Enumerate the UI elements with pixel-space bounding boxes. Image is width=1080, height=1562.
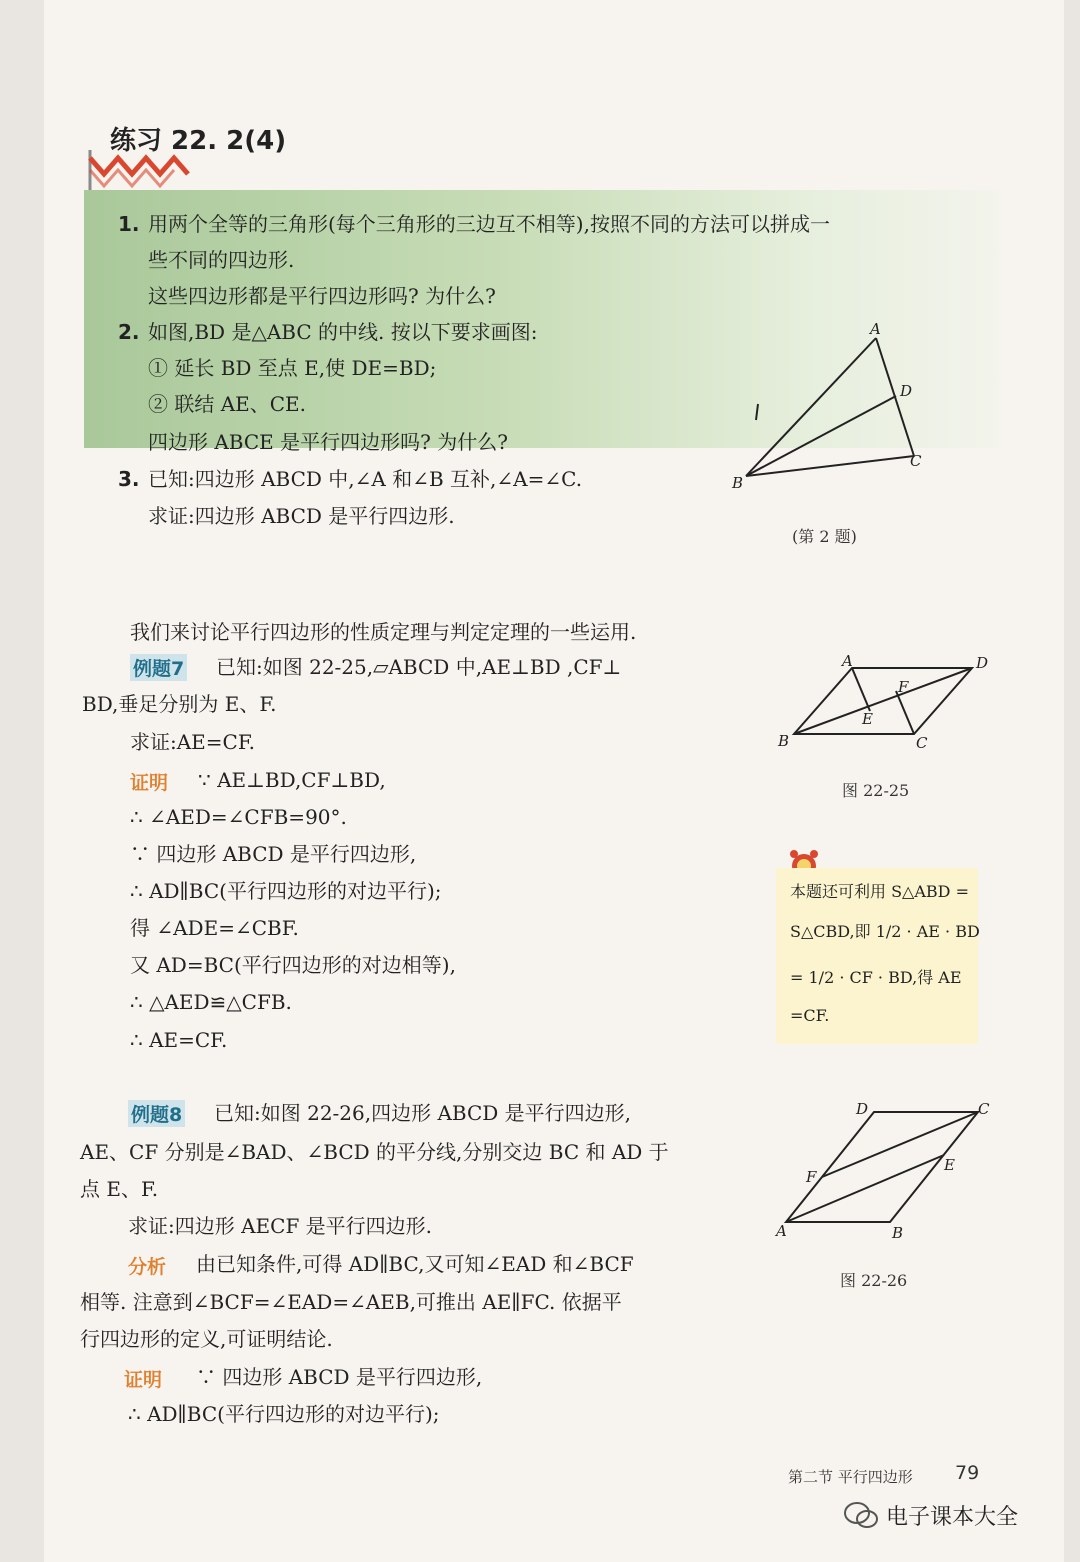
fig2226-label-a: A xyxy=(776,1222,787,1240)
example7-label: 例题7 xyxy=(130,654,187,681)
watermark-text: 电子课本大全 xyxy=(886,1505,1019,1530)
fig2226-label-b: B xyxy=(892,1224,904,1242)
page-number: 79 xyxy=(955,1462,980,1484)
example8-line1: 已知:如图 22-26,四边形 ABCD 是平行四边形, xyxy=(214,1101,632,1125)
example8-line3: 点 E、F. xyxy=(80,1177,159,1201)
q1-line1: 用两个全等的三角形(每个三角形的三边互不相等),按照不同的方法可以拼成一 xyxy=(148,212,830,236)
q2-step1: ① 延长 BD 至点 E,使 DE=BD; xyxy=(148,356,437,380)
fig2225-label-b: B xyxy=(778,732,790,750)
q2-step2: ② 联结 AE、CE. xyxy=(148,392,307,416)
example7-proof-6: 又 AD=BC(平行四边形的对边相等), xyxy=(130,953,456,977)
fig2225-label-e: E xyxy=(862,710,873,728)
q3-line2: 求证:四边形 ABCD 是平行四边形. xyxy=(148,504,455,528)
intro-text: 我们来讨论平行四边形的性质定理与判定定理的一些运用. xyxy=(130,620,637,644)
section-footer: 第二节 平行四边形 xyxy=(788,1468,913,1486)
exercise-title: 练习 22. 2(4) xyxy=(110,126,287,156)
figure-22-26 xyxy=(768,1098,998,1248)
fig2225-label-c: C xyxy=(916,734,928,752)
q2-line4: 四边形 ABCE 是平行四边形吗? 为什么? xyxy=(148,430,508,454)
fig2226-label-f: F xyxy=(806,1168,817,1186)
q2-number: 2. xyxy=(118,320,140,344)
example8-analysis-1: 由已知条件,可得 AD∥BC,又可知∠EAD 和∠BCF xyxy=(196,1252,634,1276)
example7-proof-8: ∴ AE=CF. xyxy=(130,1028,228,1052)
fig2225-caption: 图 22-25 xyxy=(842,781,910,800)
fig2226-label-c: C xyxy=(978,1100,990,1118)
example8-proof-2: ∴ AD∥BC(平行四边形的对边平行); xyxy=(128,1402,440,1426)
example8-line4: 求证:四边形 AECF 是平行四边形. xyxy=(128,1214,433,1238)
example7-proof-4: ∴ AD∥BC(平行四边形的对边平行); xyxy=(130,879,442,903)
triangle-figure xyxy=(726,318,936,498)
example7-line3: 求证:AE=CF. xyxy=(130,730,255,754)
fig2226-label-d: D xyxy=(856,1100,869,1118)
fig2225-label-f: F xyxy=(898,678,909,696)
example8-proof-label: 证明 xyxy=(124,1369,163,1391)
fig2-label-d: D xyxy=(900,382,913,400)
fig2-caption: (第 2 题) xyxy=(792,527,857,546)
example7-proof-7: ∴ △AED≌△CFB. xyxy=(130,990,292,1014)
fig2-label-c: C xyxy=(910,452,922,470)
tip-line2: S△CBD,即 1/2 · AE · BD xyxy=(790,922,980,941)
tip-line3: = 1/2 · CF · BD,得 AE xyxy=(790,968,962,987)
example7-proof-2: ∴ ∠AED=∠CFB=90°. xyxy=(130,805,347,829)
fig2225-label-d: D xyxy=(976,654,989,672)
fig2-label-b: B xyxy=(732,474,744,492)
fig2226-caption: 图 22-26 xyxy=(840,1271,908,1290)
example7-line2: BD,垂足分别为 E、F. xyxy=(82,692,277,716)
wechat-icon xyxy=(842,1498,880,1532)
example7-proof-label: 证明 xyxy=(130,772,169,794)
fig2226-label-e: E xyxy=(944,1156,955,1174)
q1-line3: 这些四边形都是平行四边形吗? 为什么? xyxy=(148,284,496,308)
q1-line2: 些不同的四边形. xyxy=(148,248,295,272)
q2-line1: 如图,BD 是△ABC 的中线. 按以下要求画图: xyxy=(148,320,538,344)
example8-analysis-2: 相等. 注意到∠BCF=∠EAD=∠AEB,可推出 AE∥FC. 依据平 xyxy=(80,1290,622,1314)
example8-label: 例题8 xyxy=(128,1100,185,1127)
figure-22-25 xyxy=(770,650,990,760)
q3-number: 3. xyxy=(118,467,140,491)
example8-analysis-3: 行四边形的定义,可证明结论. xyxy=(80,1327,333,1351)
example7-proof-1: ∵ AE⊥BD,CF⊥BD, xyxy=(198,768,386,792)
q3-line1: 已知:四边形 ABCD 中,∠A 和∠B 互补,∠A=∠C. xyxy=(148,467,583,491)
fig2-label-a: A xyxy=(870,320,881,338)
example7-proof-3: ∵ 四边形 ABCD 是平行四边形, xyxy=(130,842,417,866)
example7-line1: 已知:如图 22-25,▱ABCD 中,AE⊥BD ,CF⊥ xyxy=(216,655,622,679)
example8-proof-1: ∵ 四边形 ABCD 是平行四边形, xyxy=(196,1365,483,1389)
example8-line2: AE、CF 分别是∠BAD、∠BCD 的平分线,分别交边 BC 和 AD 于 xyxy=(80,1140,669,1164)
q1-number: 1. xyxy=(118,212,140,236)
example7-proof-5: 得 ∠ADE=∠CBF. xyxy=(130,916,299,940)
tip-line4: =CF. xyxy=(790,1006,830,1025)
tip-line1: 本题还可利用 S△ABD = xyxy=(790,882,969,901)
example8-analysis-label: 分析 xyxy=(128,1256,167,1278)
fig2225-label-a: A xyxy=(842,652,853,670)
